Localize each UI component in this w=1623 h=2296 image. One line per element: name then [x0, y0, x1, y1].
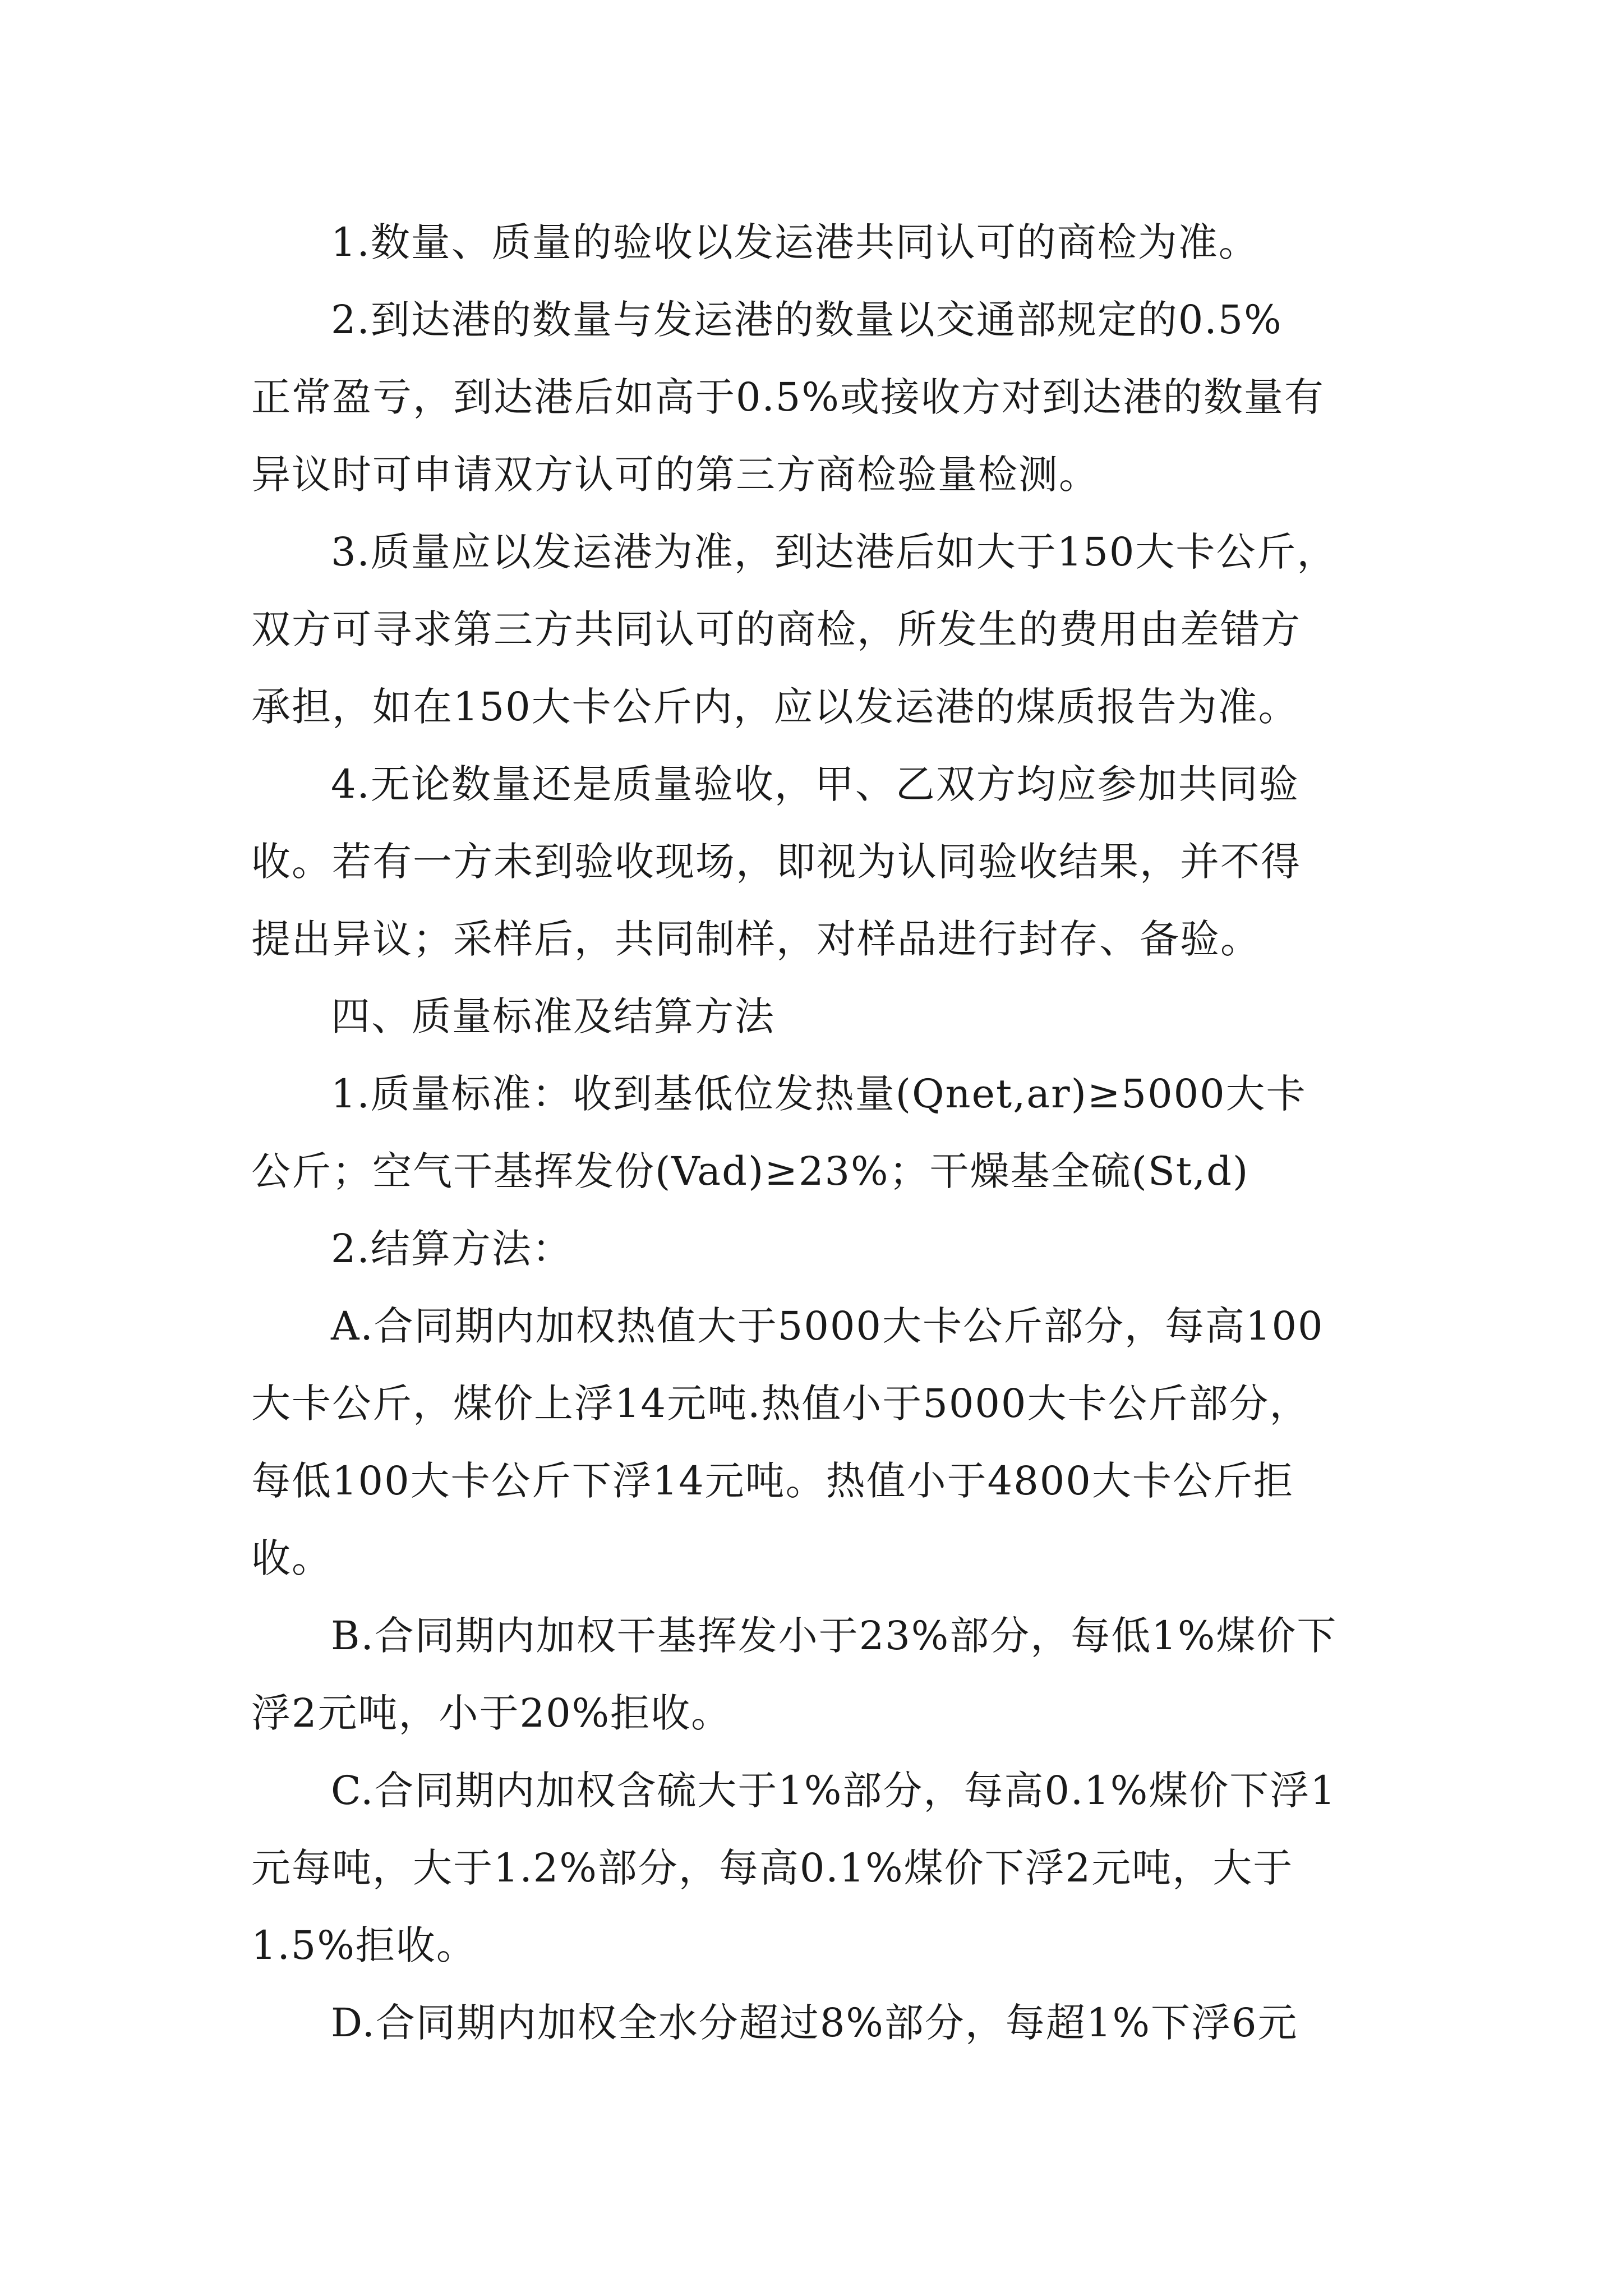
- text-line: 1.5%拒收。: [251, 1922, 477, 1968]
- text-line: 1.质量标准：收到基低位发热量(Qnet,ar)≥5000大卡: [331, 1071, 1307, 1117]
- text-line: 每低100大卡公斤下浮14元吨。热值小于4800大卡公斤拒: [251, 1458, 1294, 1504]
- text-line: 元每吨，大于1.2%部分，每高0.1%煤价下浮2元吨，大于: [251, 1845, 1294, 1891]
- text-line: 承担，如在150大卡公斤内，应以发运港的煤质报告为准。: [251, 684, 1299, 730]
- text-line: 1.数量、质量的验收以发运港共同认可的商检为准。: [331, 219, 1259, 265]
- text-line: B.合同期内加权干基挥发小于23%部分，每低1%煤价下: [331, 1613, 1338, 1659]
- text-line: 收。: [251, 1535, 332, 1581]
- text-line: A.合同期内加权热值大于5000大卡公斤部分，每高100: [331, 1303, 1324, 1349]
- text-line: D.合同期内加权全水分超过8%部分，每超1%下浮6元: [331, 2000, 1298, 2046]
- text-line: 2.到达港的数量与发运港的数量以交通部规定的0.5%: [331, 297, 1283, 343]
- text-line: 3.质量应以发运港为准，到达港后如大于150大卡公斤，: [331, 529, 1338, 575]
- text-line: 提出异议；采样后，共同制样，对样品进行封存、备验。: [251, 916, 1261, 962]
- text-line: 收。若有一方未到验收现场，即视为认同验收结果，并不得: [251, 839, 1301, 885]
- section-heading: 四、质量标准及结算方法: [331, 993, 775, 1039]
- text-line: 双方可寻求第三方共同认可的商检，所发生的费用由差错方: [251, 606, 1301, 652]
- text-line: 大卡公斤，煤价上浮14元吨.热值小于5000大卡公斤部分，: [251, 1381, 1310, 1427]
- text-line: 4.无论数量还是质量验收，甲、乙双方均应参加共同验: [331, 761, 1299, 807]
- text-line: 浮2元吨，小于20%拒收。: [251, 1690, 732, 1736]
- text-line: 公斤；空气干基挥发份(Vad)≥23%；干燥基全硫(St,d): [251, 1148, 1249, 1194]
- text-line: 异议时可申请双方认可的第三方商检验量检测。: [251, 452, 1099, 498]
- text-line: 正常盈亏，到达港后如高于0.5%或接收方对到达港的数量有: [251, 374, 1325, 420]
- text-line: 2.结算方法：: [331, 1226, 573, 1272]
- text-line: C.合同期内加权含硫大于1%部分，每高0.1%煤价下浮1: [331, 1768, 1336, 1814]
